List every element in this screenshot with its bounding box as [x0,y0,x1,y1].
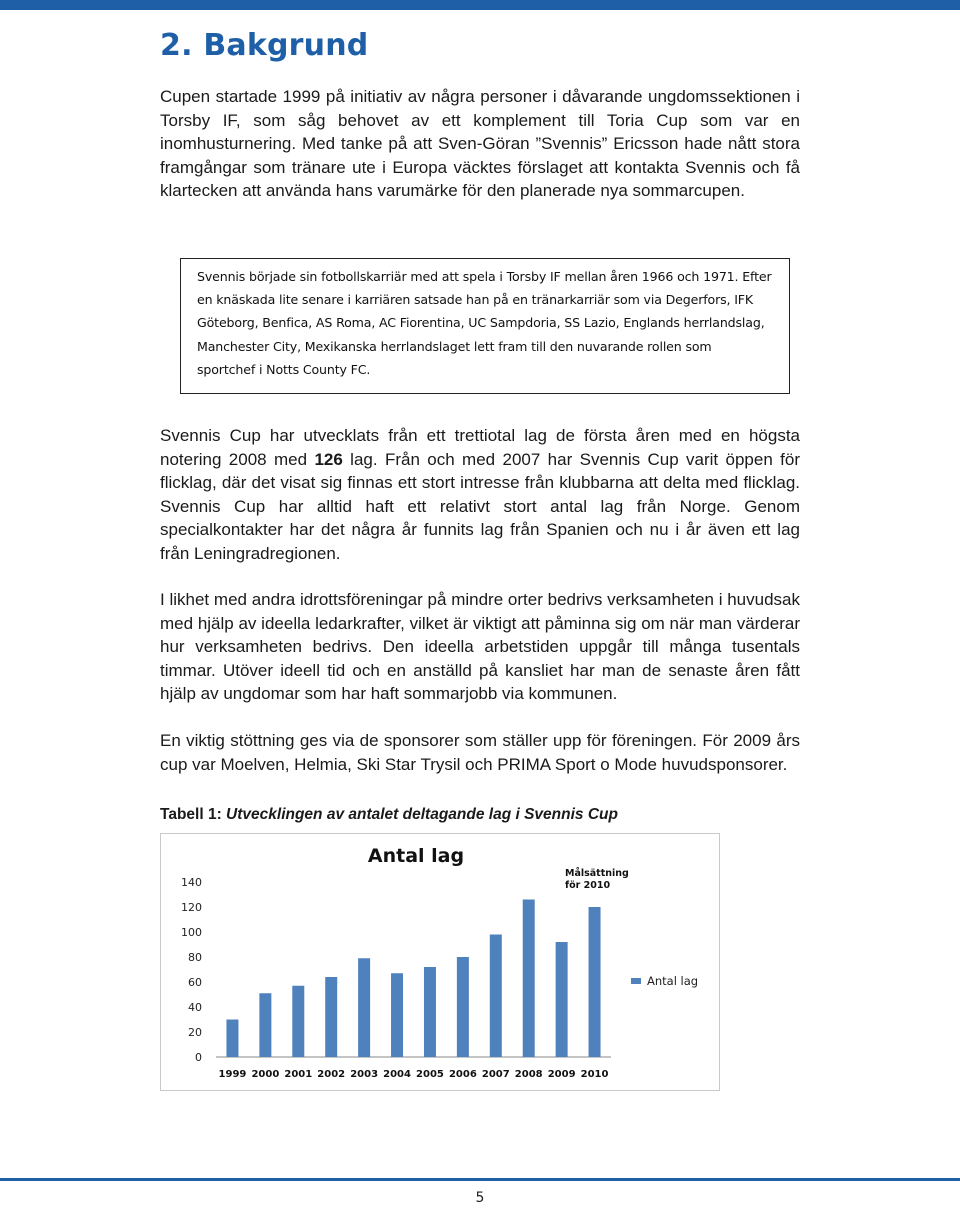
info-box [180,258,790,394]
y-tick-label: 140 [181,876,202,889]
y-tick-label: 60 [188,976,202,989]
x-tick-label: 2001 [284,1069,313,1080]
target-annotation-line: Målsättning [565,868,629,879]
x-tick-label: 2005 [416,1069,444,1080]
bar-2003 [358,958,370,1057]
paragraph-history: Cupen startade 1999 på initiativ av några personer i dåvarande ungdomssektionen i Torsby IF, som såg behovet av ett komplement till Toria Cup som var en inomhusturnering. Med tanke på att Sven-Göran ”Svennis” Ericsson hade nått stora framgångar som tränare ute i Europa väcktes förslaget att kontakta Svennis och få klartecken att använda hans varumärke för den planerade nya sommarcupen. [160,87,800,201]
x-tick-label: 2002 [317,1069,346,1080]
bar-2006 [457,957,469,1057]
y-tick-label: 120 [181,901,202,914]
x-tick-label: 2003 [350,1069,379,1080]
paragraph-sponsors: En viktig stöttning ges via de sponsorer som ställer upp för föreningen. För 2009 års cup var Moelven, Helmia, Ski Star Trysil och PRIMA Sport o Mode huvudsponsorer. [160,731,800,774]
bar-2001 [292,986,304,1057]
page-number: 5 [475,1190,485,1206]
x-tick-label: 2009 [547,1069,576,1080]
table-caption [160,806,618,824]
caption-prefix: Tabell 1: [160,806,227,823]
bar-2005 [424,967,436,1057]
target-annotation-line: för 2010 [565,880,611,891]
legend-swatch [631,978,641,984]
legend-label: Antal lag [647,974,699,988]
bar-2008 [523,900,535,1058]
bar-2007 [490,935,502,1058]
x-tick-label: 2004 [383,1069,411,1080]
x-tick-label: 2006 [448,1069,477,1080]
bar-2004 [391,973,403,1057]
development-text-end: lag. Från och med 2007 har Svennis Cup varit öppen för flicklag, där det visat sig finnas ett stort intresse från klubbarna att delta med flicklag. Svennis Cup har alltid haft ett relativt stort antal lag från Norge. Genom specialkontakter har det några år funnits lag från Spanien och nu i år även ett lag från Leningradregionen. [160,449,800,563]
chart-title: Antal lag [367,845,465,867]
footer-rule [0,1178,960,1181]
bar-2002 [325,977,337,1057]
caption-title: Utvecklingen av antalet deltagande lag i Svennis Cup [226,806,618,823]
team-count-chart [160,833,720,1091]
y-tick-label: 100 [181,926,202,939]
x-tick-label: 1999 [218,1069,247,1080]
bar-2009 [556,942,568,1057]
header-rule [0,0,960,10]
y-tick-label: 40 [188,1001,202,1014]
x-tick-label: 2007 [481,1069,510,1080]
y-tick-label: 80 [188,951,202,964]
bar-2010 [589,907,601,1057]
bar-2000 [259,993,271,1057]
x-tick-label: 2010 [580,1069,609,1080]
development-text-start: Svennis Cup har utvecklats från ett trettiotal lag de första åren med en högsta notering 2008 med [160,426,800,469]
x-tick-label: 2008 [514,1069,543,1080]
record-team-count: 126 [314,449,343,469]
chart-svg [161,834,721,1092]
y-tick-label: 20 [188,1026,202,1039]
y-tick-label: 0 [195,1051,202,1064]
bar-1999 [226,1020,238,1058]
info-box-text: Svennis började sin fotbollskarriär med att spela i Torsby IF mellan åren 1966 och 1971. Efter en knäskada lite senare i karriären satsade han på en tränarkarriär som via Degerfors, IFK Göteborg, Benfica, AS Roma, AC Fiorentina, UC Sampdoria, SS Lazio, Englands herrlandslag, Manchester City, Mexikanska herrlandslaget lett fram till den nuvarande rollen som sportchef i Notts County FC. [197,269,772,377]
section-heading: 2. Bakgrund [160,28,369,63]
paragraph-volunteers: I likhet med andra idrottsföreningar på mindre orter bedrivs verksamheten i huvudsak med hjälp av ideella ledarkrafter, vilket är viktigt att påminna sig om när man värderar hur verksamheten bedrivs. Den ideella arbetstiden uppgår till många tusentals timmar. Utöver ideell tid och en anställd på kansliet har man de senaste åren fått hjälp av ungdomar som har haft sommarjobb via kommunen. [160,590,800,704]
x-tick-label: 2000 [251,1069,280,1080]
paragraph-development [160,424,800,566]
